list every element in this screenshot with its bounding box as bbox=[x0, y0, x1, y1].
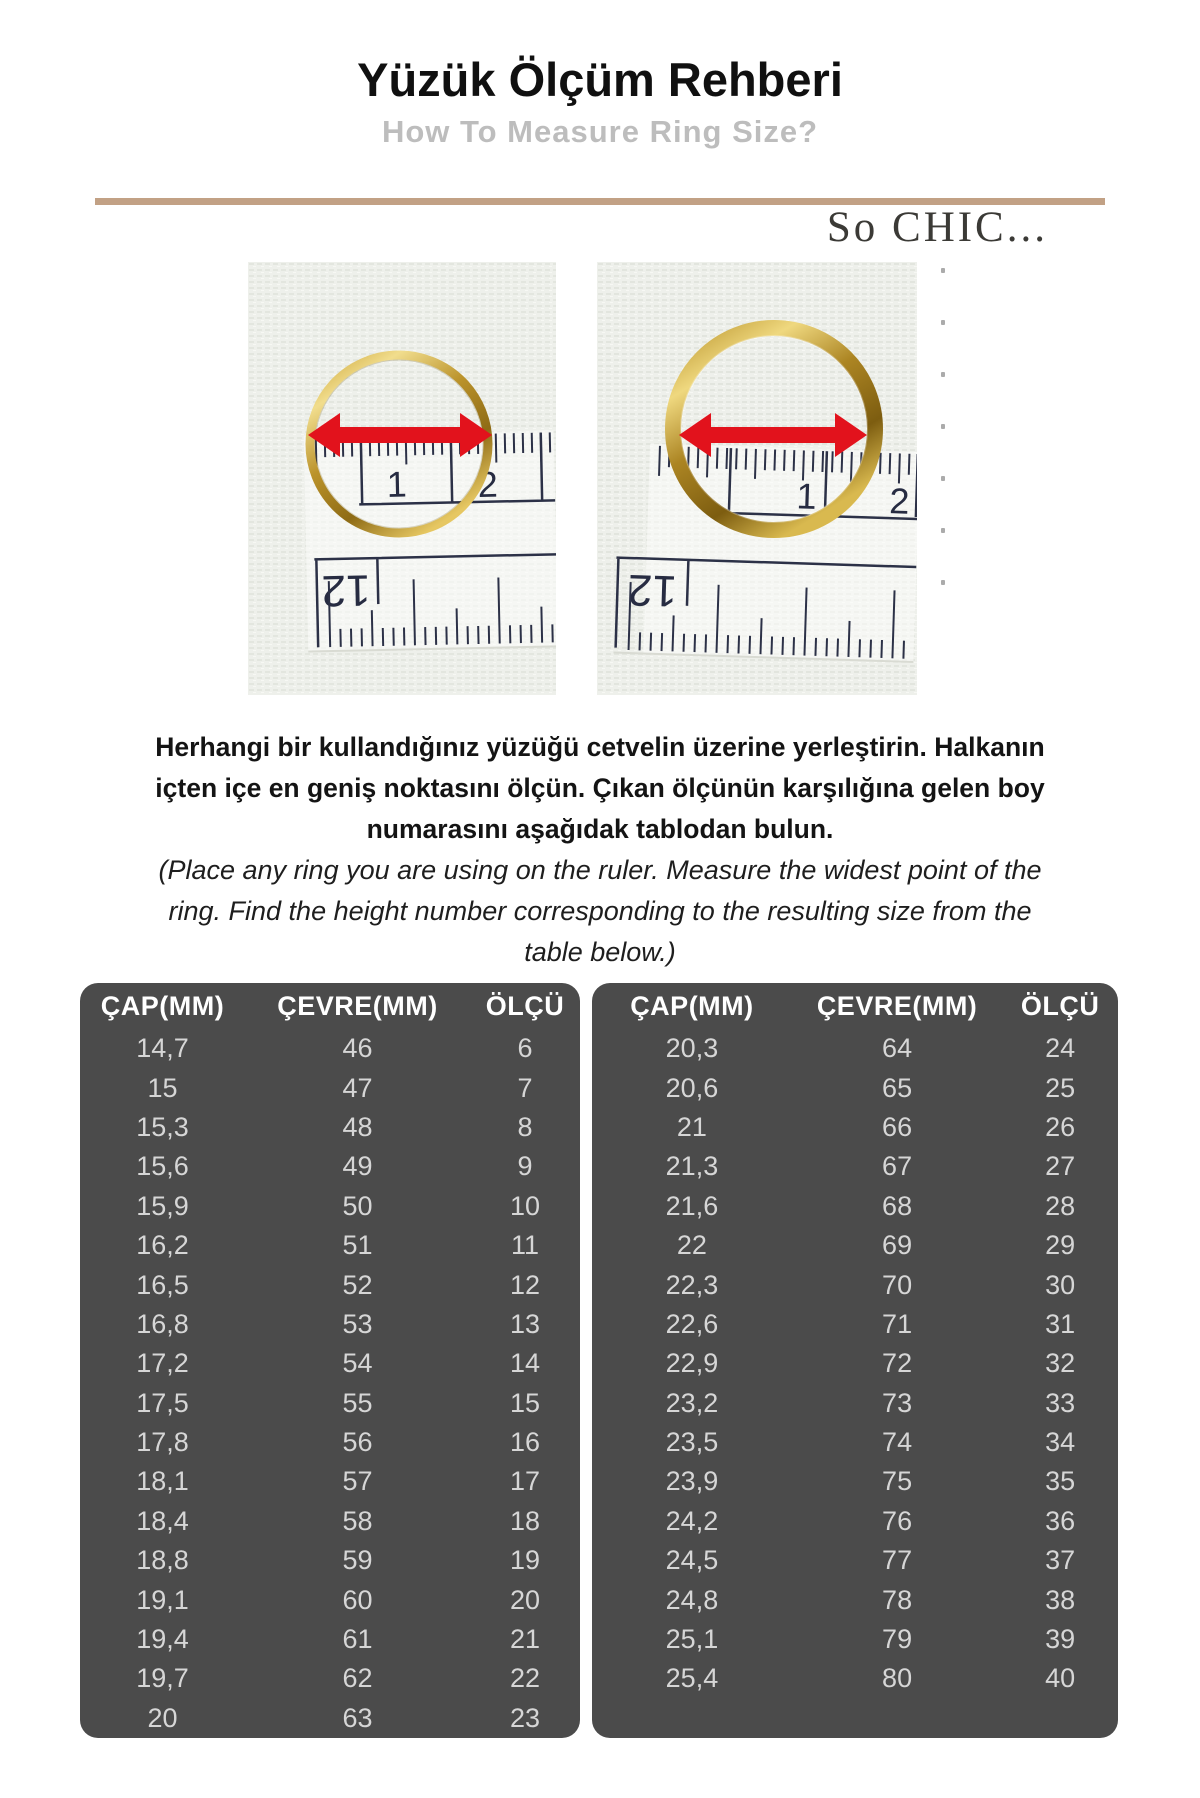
size-table-right bbox=[592, 983, 1118, 1699]
table-cell: 32 bbox=[1045, 1348, 1076, 1379]
table-cell: 21,6 bbox=[665, 1190, 719, 1221]
ruler-number: 2 bbox=[477, 463, 499, 505]
instructions-english-line: table below.) bbox=[524, 937, 676, 967]
table-row bbox=[592, 1029, 1118, 1068]
instructions-english-line: ring. Find the height number corresponding to the resulting size from the bbox=[168, 896, 1032, 926]
table-cell: 59 bbox=[342, 1545, 373, 1576]
table-cell: 10 bbox=[509, 1190, 541, 1221]
table-cell: 18,4 bbox=[136, 1505, 189, 1536]
table-cell: 74 bbox=[882, 1427, 913, 1458]
table-cell: 17,5 bbox=[136, 1387, 189, 1418]
instructions-turkish-line: Herhangi bir kullandığınız yüzüğü cetvelin üzerine yerleştirin. Halkanın bbox=[155, 732, 1045, 762]
table-cell: 17 bbox=[509, 1466, 541, 1497]
instructions-turkish-line: numarasını aşağıdak tablodan bulun. bbox=[366, 814, 834, 844]
table-cell: 28 bbox=[1045, 1190, 1076, 1221]
table-cell: 55 bbox=[342, 1387, 373, 1418]
column-header-size: ÖLÇÜ bbox=[485, 990, 565, 1021]
table-cell: 15 bbox=[147, 1072, 178, 1103]
table-cell: 18,8 bbox=[136, 1545, 189, 1576]
table-cell: 19,4 bbox=[136, 1624, 189, 1655]
table-row bbox=[80, 1580, 580, 1619]
ruler-number: 1 bbox=[795, 475, 818, 517]
table-cell: 22,3 bbox=[665, 1269, 719, 1300]
table-cell: 72 bbox=[882, 1348, 913, 1379]
table-row bbox=[80, 1108, 580, 1147]
table-cell: 16,2 bbox=[136, 1230, 189, 1261]
table-cell: 35 bbox=[1045, 1466, 1076, 1497]
column-header-diameter: ÇAP(MM) bbox=[630, 990, 754, 1021]
table-row bbox=[80, 1344, 580, 1383]
table-cell: 17,2 bbox=[136, 1348, 189, 1379]
table-cell: 25,4 bbox=[665, 1663, 719, 1694]
table-row bbox=[592, 1541, 1118, 1580]
table-cell: 65 bbox=[882, 1072, 913, 1103]
table-row bbox=[592, 1462, 1118, 1501]
table-row bbox=[80, 1029, 580, 1068]
table-cell: 73 bbox=[882, 1387, 913, 1418]
table-cell: 78 bbox=[882, 1584, 913, 1615]
table-cell: 24,8 bbox=[665, 1584, 719, 1615]
table-cell: 71 bbox=[882, 1308, 913, 1339]
table-row bbox=[592, 1580, 1118, 1619]
table-row bbox=[592, 1226, 1118, 1265]
table-row bbox=[592, 1384, 1118, 1423]
table-cell: 40 bbox=[1045, 1663, 1076, 1694]
table-row bbox=[592, 1305, 1118, 1344]
table-cell: 34 bbox=[1045, 1427, 1076, 1458]
table-cell: 80 bbox=[882, 1663, 913, 1694]
table-row bbox=[80, 1068, 580, 1107]
table-cell: 14,7 bbox=[136, 1033, 189, 1064]
page-subtitle: How To Measure Ring Size? bbox=[381, 114, 819, 149]
ruler-inverted-number: 12 bbox=[627, 564, 678, 616]
table-cell: 19,7 bbox=[136, 1663, 189, 1694]
table-cell: 7 bbox=[517, 1072, 533, 1103]
ruler-inverted-number: 12 bbox=[321, 565, 371, 616]
page-title: Yüzük Ölçüm Rehberi bbox=[357, 53, 843, 106]
table-row bbox=[592, 1344, 1118, 1383]
table-cell: 18,1 bbox=[136, 1466, 189, 1497]
table-row bbox=[80, 1659, 580, 1698]
table-cell: 47 bbox=[342, 1072, 373, 1103]
table-row bbox=[592, 1147, 1118, 1186]
table-cell: 15,3 bbox=[136, 1111, 189, 1142]
table-cell: 21,3 bbox=[665, 1151, 719, 1182]
table-cell: 67 bbox=[882, 1151, 913, 1182]
table-cell: 24,2 bbox=[665, 1505, 719, 1536]
table-row bbox=[592, 1187, 1118, 1226]
table-cell: 57 bbox=[342, 1466, 373, 1497]
instructions-english bbox=[0, 850, 1200, 973]
table-cell: 39 bbox=[1045, 1624, 1076, 1655]
table-cell: 33 bbox=[1045, 1387, 1076, 1418]
table-cell: 75 bbox=[882, 1466, 913, 1497]
table-cell: 21 bbox=[676, 1111, 707, 1142]
table-cell: 54 bbox=[342, 1348, 373, 1379]
ring-photo-small bbox=[248, 262, 556, 695]
table-cell: 38 bbox=[1045, 1584, 1076, 1615]
instructions-english-line: (Place any ring you are using on the ruler. Measure the widest point of the bbox=[158, 855, 1042, 885]
table-header-row bbox=[592, 983, 1118, 1029]
table-cell: 70 bbox=[882, 1269, 913, 1300]
column-header-circumference: ÇEVRE(MM) bbox=[816, 990, 978, 1021]
table-cell: 20 bbox=[509, 1584, 541, 1615]
table-row bbox=[592, 1659, 1118, 1698]
table-cell: 21 bbox=[509, 1624, 541, 1655]
table-cell: 30 bbox=[1045, 1269, 1076, 1300]
table-cell: 29 bbox=[1045, 1230, 1076, 1261]
table-cell: 48 bbox=[342, 1111, 373, 1142]
table-cell: 22,6 bbox=[665, 1308, 719, 1339]
table-cell: 16,5 bbox=[136, 1269, 189, 1300]
decorative-dotted-line bbox=[941, 268, 945, 585]
table-cell: 49 bbox=[342, 1151, 373, 1182]
table-cell: 25,1 bbox=[665, 1624, 719, 1655]
table-row bbox=[592, 1502, 1118, 1541]
table-cell: 52 bbox=[342, 1269, 373, 1300]
table-cell: 50 bbox=[342, 1190, 373, 1221]
table-cell: 61 bbox=[342, 1624, 373, 1655]
instructions-turkish bbox=[0, 727, 1200, 850]
table-cell: 23 bbox=[509, 1702, 541, 1733]
ruler-number: 1 bbox=[386, 463, 408, 505]
table-cell: 9 bbox=[517, 1151, 533, 1182]
table-cell: 14 bbox=[509, 1348, 541, 1379]
table-cell: 20,6 bbox=[665, 1072, 719, 1103]
table-cell: 66 bbox=[882, 1111, 913, 1142]
ring-photo-large bbox=[597, 262, 917, 695]
table-header-row bbox=[80, 983, 580, 1029]
table-row bbox=[80, 1502, 580, 1541]
table-row bbox=[80, 1147, 580, 1186]
column-header-size: ÖLÇÜ bbox=[1020, 990, 1100, 1021]
table-row bbox=[80, 1541, 580, 1580]
table-row bbox=[80, 1226, 580, 1265]
instructions-turkish-line: içten içe en geniş noktasını ölçün. Çıkan ölçünün karşılığına gelen boy bbox=[155, 773, 1045, 803]
table-cell: 11 bbox=[510, 1230, 540, 1261]
table-cell: 12 bbox=[509, 1269, 541, 1300]
brand-logo: So CHIC... bbox=[826, 204, 1048, 251]
table-cell: 20 bbox=[147, 1702, 178, 1733]
table-row bbox=[592, 1423, 1118, 1462]
size-table-left bbox=[80, 983, 580, 1738]
table-row bbox=[592, 1068, 1118, 1107]
table-cell: 17,8 bbox=[136, 1427, 189, 1458]
size-table-left-panel bbox=[80, 983, 580, 1738]
table-cell: 15,9 bbox=[136, 1190, 189, 1221]
table-row bbox=[80, 1620, 580, 1659]
table-cell: 20,3 bbox=[665, 1033, 719, 1064]
table-row bbox=[592, 1265, 1118, 1304]
table-cell: 46 bbox=[342, 1033, 373, 1064]
table-row bbox=[80, 1305, 580, 1344]
size-table-right-panel bbox=[592, 983, 1118, 1738]
table-cell: 13 bbox=[509, 1308, 541, 1339]
table-cell: 69 bbox=[882, 1230, 913, 1261]
table-cell: 77 bbox=[882, 1545, 913, 1576]
table-cell: 58 bbox=[342, 1505, 373, 1536]
table-cell: 23,9 bbox=[665, 1466, 719, 1497]
table-cell: 15 bbox=[509, 1387, 541, 1418]
table-cell: 22,9 bbox=[665, 1348, 719, 1379]
ruler-number: 2 bbox=[888, 480, 911, 522]
table-cell: 24 bbox=[1045, 1033, 1076, 1064]
table-cell: 23,2 bbox=[665, 1387, 719, 1418]
table-row bbox=[80, 1462, 580, 1501]
transparent-ruler bbox=[304, 430, 556, 651]
table-cell: 22 bbox=[509, 1663, 541, 1694]
table-row bbox=[592, 1620, 1118, 1659]
table-row bbox=[80, 1384, 580, 1423]
table-cell: 51 bbox=[342, 1230, 373, 1261]
table-cell: 79 bbox=[882, 1624, 913, 1655]
table-cell: 62 bbox=[342, 1663, 373, 1694]
table-cell: 19 bbox=[509, 1545, 541, 1576]
table-cell: 6 bbox=[517, 1033, 533, 1064]
table-cell: 60 bbox=[342, 1584, 373, 1615]
table-cell: 27 bbox=[1045, 1151, 1076, 1182]
table-cell: 64 bbox=[882, 1033, 913, 1064]
table-cell: 26 bbox=[1045, 1111, 1076, 1142]
table-cell: 36 bbox=[1045, 1505, 1076, 1536]
table-cell: 53 bbox=[342, 1308, 373, 1339]
table-cell: 8 bbox=[517, 1111, 533, 1142]
table-row bbox=[80, 1699, 580, 1738]
table-row bbox=[80, 1423, 580, 1462]
table-row bbox=[80, 1265, 580, 1304]
column-header-diameter: ÇAP(MM) bbox=[100, 990, 225, 1021]
table-cell: 68 bbox=[882, 1190, 913, 1221]
table-cell: 37 bbox=[1045, 1545, 1076, 1576]
table-cell: 18 bbox=[509, 1505, 541, 1536]
column-header-circumference: ÇEVRE(MM) bbox=[277, 990, 438, 1021]
table-cell: 76 bbox=[882, 1505, 913, 1536]
table-cell: 24,5 bbox=[665, 1545, 719, 1576]
table-cell: 25 bbox=[1045, 1072, 1076, 1103]
table-cell: 23,5 bbox=[665, 1427, 719, 1458]
table-cell: 16 bbox=[509, 1427, 541, 1458]
table-cell: 31 bbox=[1045, 1308, 1076, 1339]
table-row bbox=[592, 1108, 1118, 1147]
table-cell: 16,8 bbox=[136, 1308, 189, 1339]
table-cell: 22 bbox=[676, 1230, 707, 1261]
table-cell: 15,6 bbox=[136, 1151, 189, 1182]
table-row bbox=[80, 1187, 580, 1226]
table-cell: 63 bbox=[342, 1702, 373, 1733]
table-cell: 56 bbox=[342, 1427, 373, 1458]
table-cell: 19,1 bbox=[136, 1584, 189, 1615]
